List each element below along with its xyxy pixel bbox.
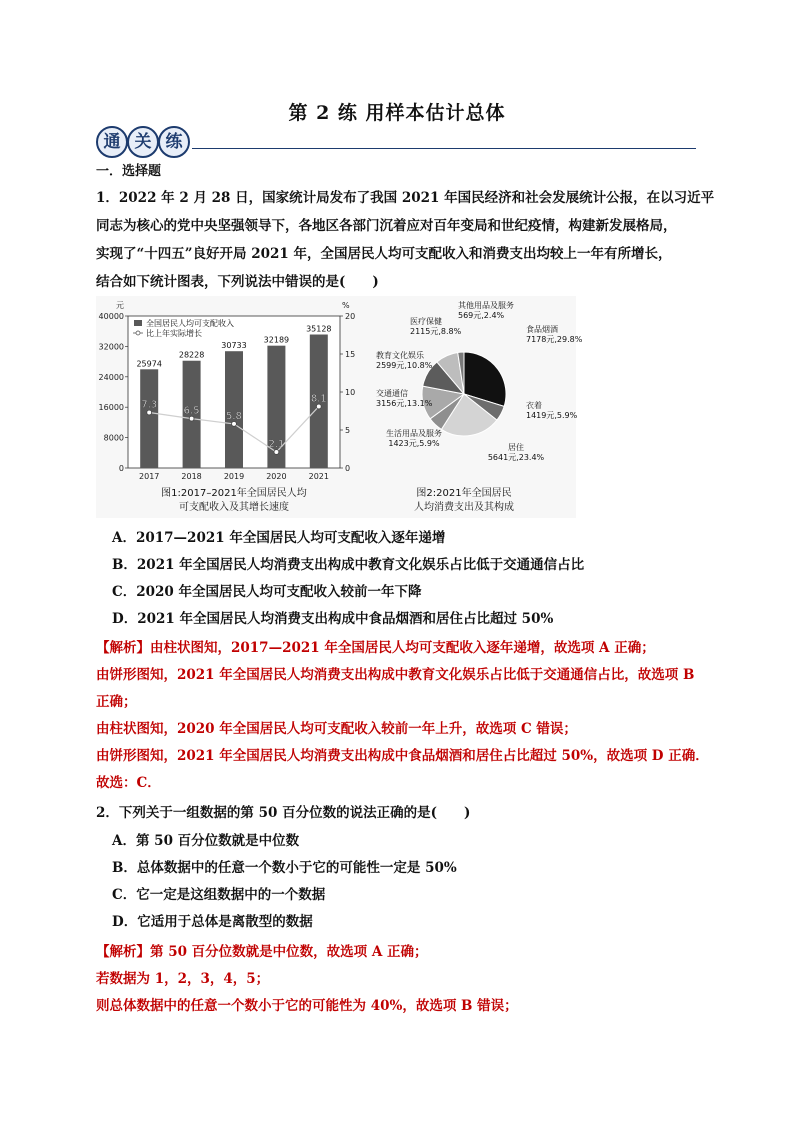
analysis-text: 第 50 百分位数就是中位数，故选项 A 正确； [150,944,428,960]
q2-option-a: A．第 50 百分位数就是中位数 [112,833,300,849]
q2-analysis-line-1 [96,942,428,962]
growth-point [274,450,279,455]
q1-line-1: 1．2022 年 2 月 28 日，国家统计局发布了我国 2021 年国民经济和社会发展统计公报，在以习近平 [96,190,715,206]
growth-point [189,416,194,421]
right-tick-label: 20 [345,312,356,321]
left-tick-label: 8000 [103,433,124,443]
pie-slice-name: 其他用品及服务 [458,301,514,310]
q1-option-d: D．2021 年全国居民人均消费支出构成中食品烟酒和居住占比超过 50% [112,611,554,627]
badge-char-3: 练 [158,126,190,158]
banner-rule [192,148,696,149]
growth-point [147,410,152,415]
q1-analysis-line-5: 由饼形图知，2021 年全国居民人均消费支出构成中食品烟酒和居住占比超过 50%，故选项 D 正确． [96,748,709,764]
bar-value-label: 28228 [178,350,205,360]
left-tick-label: 32000 [98,342,124,352]
legend-label-income: 全国居民人均可支配收入 [146,319,234,328]
q1-line-2: 同志为核心的党中央坚强领导下，各地区各部门沉着应对百年变局和世纪疫情，构建新发展格局， [96,218,677,234]
bar-value-label: 32189 [263,335,290,345]
left-tick-label: 0 [118,464,124,473]
bar-chart-caption-line-1: 图1:2017–2021年全国居民人均 [161,488,307,499]
q1-line-3: 实现了“十四五”良好开局 2021 年，全国居民人均可支配收入和消费支出均较上一年有所增长， [96,246,672,262]
pie-slice-value: 569元,2.4% [458,311,505,320]
right-tick-label: 5 [345,426,351,435]
bar-value-label: 30733 [221,341,247,351]
pie-slice-value: 2115元,8.8% [410,327,462,336]
legend-swatch-income [134,320,142,326]
left-tick-label: 24000 [98,372,124,382]
pie-chart-caption-line-2: 人均消费支出及其构成 [414,502,514,513]
q2-option-d: D．它适用于总体是离散型的数据 [112,914,313,930]
section-banner [96,124,696,158]
q2-analysis-line-2: 若数据为 1，2，3，4，5； [96,971,270,987]
left-tick-label: 16000 [98,403,124,413]
growth-point [232,422,237,427]
q2-stem: 2．下列关于一组数据的第 50 百分位数的说法正确的是( ) [96,805,471,821]
analysis-tag: 【解析】 [96,640,150,656]
pie-slice-name: 食品烟酒 [526,325,558,334]
q2-analysis-line-3: 则总体数据中的任意一个数小于它的可能性为 40%，故选项 B 错误； [96,998,518,1014]
q1-analysis-line-1 [96,638,655,658]
pie-slice-name: 医疗保健 [410,317,442,326]
left-tick-label: 40000 [98,312,124,321]
bar-2017 [140,369,158,468]
bar-2019 [225,351,243,468]
badge-char-1: 通 [96,126,128,158]
growth-value-label: 6.5 [183,405,200,417]
bar-value-label: 25974 [136,359,162,369]
bar-value-label: 35128 [306,324,332,334]
q1-option-c: C．2020 年全国居民人均可支配收入较前一年下降 [112,584,422,600]
x-tick-label: 2019 [223,472,245,481]
q1-figure [96,296,583,518]
x-tick-label: 2021 [308,472,329,481]
growth-value-label: 2.1 [268,439,285,451]
x-tick-label: 2020 [266,472,287,481]
pie-slice-name: 教育文化娱乐 [376,351,424,360]
growth-point [316,404,321,409]
q1-analysis-line-6: 故选：C． [96,775,161,791]
pie-slice-value: 1419元,5.9% [526,411,578,420]
pie-slice-value: 1423元,5.9% [388,439,440,448]
right-tick-label: 15 [345,350,356,359]
pie-slice-value: 3156元,13.1% [376,399,433,408]
growth-value-label: 8.1 [310,393,327,405]
x-tick-label: 2017 [139,472,160,481]
growth-value-label: 5.8 [226,410,242,422]
q1-option-b: B．2021 年全国居民人均消费支出构成中教育文化娱乐占比低于交通通信占比 [112,557,585,573]
legend-marker-growth [136,331,140,335]
page-title: 第 2 练 用样本估计总体 [288,102,506,124]
pie-slice-value: 5641元,23.4% [487,453,545,462]
q1-analysis-line-2: 由饼形图知，2021 年全国居民人均消费支出构成中教育文化娱乐占比低于交通通信占比，故选项 B [96,667,695,683]
q1-analysis-line-3: 正确； [96,694,137,710]
legend-label-growth: 比上年实际增长 [146,329,202,338]
analysis-tag: 【解析】 [96,944,150,960]
q1-analysis-line-4: 由柱状图知，2020 年全国居民人均可支配收入较前一年上升，故选项 C 错误； [96,721,577,737]
badge-char-2: 关 [127,126,159,158]
x-tick-label: 2018 [181,472,202,481]
section-heading: 一．选择题 [96,164,162,179]
q2-option-c: C．它一定是这组数据中的一个数据 [112,887,326,903]
pie-slice-name: 衣着 [526,401,542,410]
q1-option-a: A．2017—2021 年全国居民人均可支配收入逐年递增 [112,530,446,546]
growth-value-label: 7.3 [141,399,158,411]
left-axis-unit: 元 [116,301,124,310]
bar-chart-caption-line-2: 可支配收入及其增长速度 [179,502,289,513]
q1-line-4: 结合如下统计图表，下列说法中错误的是( ) [96,274,379,290]
right-tick-label: 0 [345,464,351,473]
pie-slice-value: 7178元,29.8% [526,335,583,344]
statistics-figure [96,296,583,518]
pie-slice-name: 居住 [508,443,524,452]
analysis-text: 由柱状图知，2017—2021 年全国居民人均可支配收入逐年递增，故选项 A 正确； [150,640,655,656]
q2-option-b: B．总体数据中的任意一个数小于它的可能性一定是 50% [112,860,457,876]
pie-slice-name: 生活用品及服务 [386,429,442,438]
pie-chart-caption-line-1: 图2:2021年全国居民 [416,488,512,499]
right-axis-unit: % [342,301,350,310]
right-tick-label: 10 [345,388,356,397]
pie-slice-value: 2599元,10.8% [376,361,433,370]
pie-slice-name: 交通通信 [376,389,408,398]
